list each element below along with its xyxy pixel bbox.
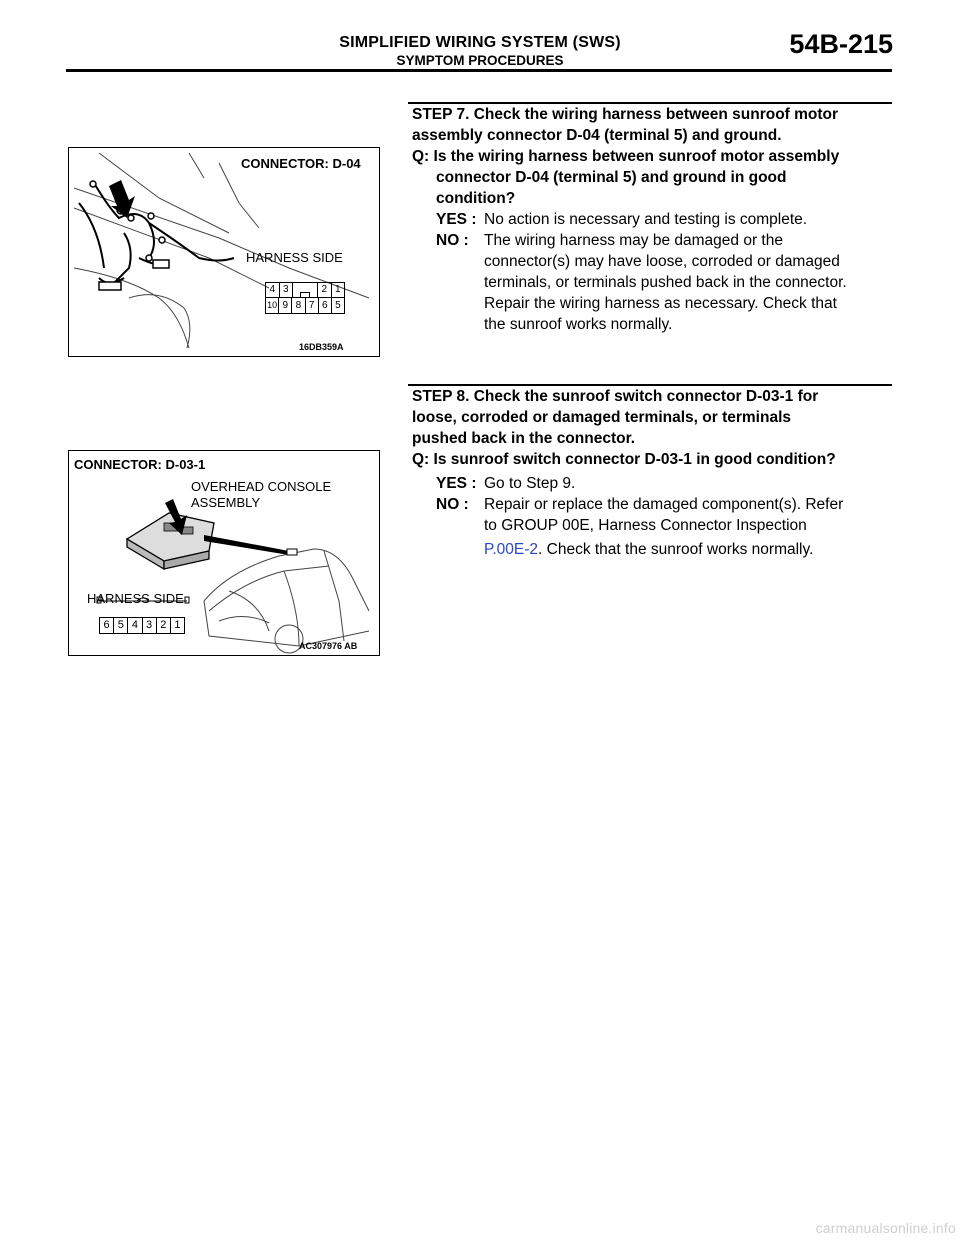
connector-face [265, 282, 345, 314]
section-subtitle: SYMPTOM PROCEDURES [396, 53, 564, 68]
section-title: SIMPLIFIED WIRING SYSTEM (SWS) [339, 34, 621, 51]
no-text-line: the sunroof works normally. [484, 316, 673, 333]
step7-heading-line: assembly connector D-04 (terminal 5) and ground. [412, 127, 782, 144]
connector-face [99, 617, 185, 634]
pin-6: 6 [100, 618, 114, 633]
step8-heading [412, 386, 892, 449]
no-key: NO : [436, 496, 469, 513]
yes-key: YES : [436, 475, 477, 492]
step7-question-line: Q: Is the wiring harness between sunroof motor assembly [412, 148, 840, 165]
pin-4: 4 [266, 283, 280, 297]
yes-text: Go to Step 9. [484, 475, 576, 492]
no-text-line: Repair or replace the damaged component(s). Refer [484, 496, 844, 513]
pin-2: 2 [157, 618, 171, 633]
step7-heading-line: STEP 7. Check the wiring harness between sunroof motor [412, 106, 839, 123]
no-text-line [484, 539, 892, 560]
pin-8: 8 [292, 298, 305, 313]
step7-question-line: connector D-04 (terminal 5) and ground in good [436, 169, 787, 186]
step7-yes-answer [436, 209, 892, 230]
no-text-line: terminals, or terminals pushed back in the connector. [484, 274, 847, 291]
pin-2: 2 [318, 283, 332, 297]
step8-question-line: Q: Is sunroof switch connector D-03-1 in good condition? [412, 451, 836, 468]
connector-label: CONNECTOR: D-04 [241, 156, 361, 171]
no-text-line: to GROUP 00E, Harness Connector Inspection [484, 517, 807, 534]
step8-heading-line: STEP 8. Check the sunroof switch connector D-03-1 for [412, 388, 819, 405]
pin-1: 1 [174, 619, 181, 631]
page-number: 54B-215 [789, 29, 893, 59]
figure-code: 16DB359A [299, 342, 344, 352]
yes-key: YES : [436, 211, 477, 228]
group-00e-link[interactable]: P.00E-2 [484, 541, 539, 558]
pin-4: 4 [128, 618, 142, 633]
figure-connector-d04 [68, 147, 380, 357]
pin-5: 5 [114, 618, 128, 633]
step7-question [412, 146, 892, 209]
no-text-line: Repair the wiring harness as necessary. Check that [484, 295, 837, 312]
step8-no-answer [436, 494, 892, 560]
pin-10: 10 [266, 298, 279, 313]
header-rule [66, 69, 892, 72]
step8-heading-line: loose, corroded or damaged terminals, or terminals [412, 409, 791, 426]
step8-question [412, 449, 892, 470]
console-label-2: ASSEMBLY [191, 495, 261, 510]
step8-heading-line: pushed back in the connector. [412, 430, 636, 447]
console-label-1: OVERHEAD CONSOLE [191, 479, 332, 494]
no-text-line: The wiring harness may be damaged or the [484, 232, 783, 249]
figure-code: AC307976 AB [299, 641, 358, 651]
pin-5: 5 [335, 300, 341, 311]
pin-1: 1 [334, 284, 341, 295]
figure-connector-d03-1 [68, 450, 380, 656]
pin-6: 6 [319, 298, 332, 313]
harness-side-label: HARNESS SIDE [246, 250, 343, 265]
step7-no-answer [436, 230, 892, 335]
no-key: NO : [436, 232, 469, 249]
harness-side-label: HARNESS SIDE [87, 591, 184, 606]
no-text-rest: . Check that the sunroof works normally. [538, 541, 814, 558]
pin-7: 7 [306, 298, 319, 313]
step8-yes-answer [436, 473, 892, 494]
pin-9: 9 [279, 298, 292, 313]
pin-3: 3 [282, 284, 289, 295]
no-text-line: connector(s) may have loose, corroded or damaged [484, 253, 840, 270]
step7-heading [412, 104, 892, 146]
pin-3: 3 [143, 618, 157, 633]
yes-text: No action is necessary and testing is complete. [484, 211, 808, 228]
step7-question-line: condition? [436, 190, 516, 207]
site-watermark: carmanualsonline.info [815, 1220, 956, 1236]
connector-label: CONNECTOR: D-03-1 [74, 457, 206, 472]
